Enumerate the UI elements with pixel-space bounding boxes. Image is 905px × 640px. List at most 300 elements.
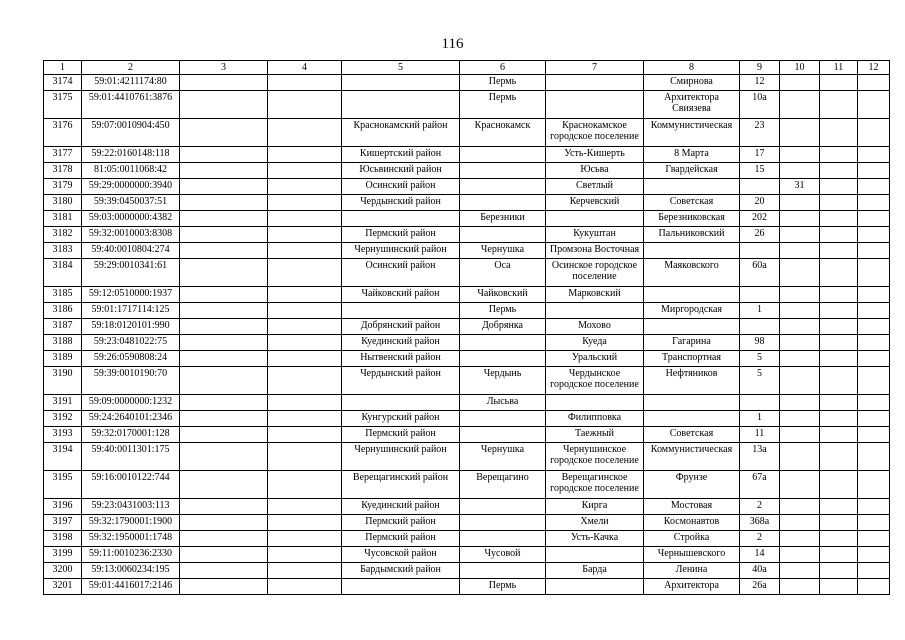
table-cell: 59:11:0010236:2330 bbox=[82, 547, 180, 563]
table-cell: 3192 bbox=[44, 411, 82, 427]
table-cell bbox=[546, 547, 644, 563]
table-cell bbox=[858, 563, 890, 579]
table-cell bbox=[546, 579, 644, 595]
table-cell bbox=[644, 411, 740, 427]
table-cell: Гагарина bbox=[644, 335, 740, 351]
table-cell: 59:24:2640101:2346 bbox=[82, 411, 180, 427]
table-cell: Краснокамск bbox=[460, 119, 546, 147]
table-cell bbox=[780, 531, 820, 547]
table-row bbox=[44, 319, 890, 335]
table-cell: 59:26:0590808:24 bbox=[82, 351, 180, 367]
table-cell bbox=[780, 303, 820, 319]
table-cell bbox=[268, 119, 342, 147]
table-cell: Чернушка bbox=[460, 443, 546, 471]
table-cell: Пермский район bbox=[342, 227, 460, 243]
table-cell bbox=[460, 563, 546, 579]
table-cell: Нытвенский район bbox=[342, 351, 460, 367]
table-cell bbox=[740, 179, 780, 195]
table-cell: Марковский bbox=[546, 287, 644, 303]
table-cell bbox=[858, 259, 890, 287]
table-cell bbox=[820, 395, 858, 411]
table-row bbox=[44, 227, 890, 243]
table-cell: 98 bbox=[740, 335, 780, 351]
table-cell bbox=[820, 335, 858, 351]
table-cell: 3188 bbox=[44, 335, 82, 351]
table-cell: Чернушинский район bbox=[342, 443, 460, 471]
column-header-5: 5 bbox=[342, 61, 460, 75]
table-row bbox=[44, 211, 890, 227]
table-cell: Пермский район bbox=[342, 531, 460, 547]
table-cell: Чусовой bbox=[460, 547, 546, 563]
table-cell: 59:01:1717114:125 bbox=[82, 303, 180, 319]
table-cell bbox=[858, 195, 890, 211]
table-cell bbox=[820, 119, 858, 147]
table-cell: 59:22:0160148:118 bbox=[82, 147, 180, 163]
table-cell bbox=[460, 147, 546, 163]
table-cell: Куединский район bbox=[342, 335, 460, 351]
table-cell bbox=[460, 351, 546, 367]
table-cell: 20 bbox=[740, 195, 780, 211]
table-cell bbox=[858, 211, 890, 227]
table-cell bbox=[780, 499, 820, 515]
table-cell: Стройка bbox=[644, 531, 740, 547]
table-cell: 3187 bbox=[44, 319, 82, 335]
table-cell: Березники bbox=[460, 211, 546, 227]
table-cell bbox=[180, 303, 268, 319]
table-cell bbox=[820, 367, 858, 395]
table-cell bbox=[268, 319, 342, 335]
table-row bbox=[44, 547, 890, 563]
table-cell: Пальниковский bbox=[644, 227, 740, 243]
table-cell: Осинский район bbox=[342, 179, 460, 195]
table-cell: Транспортная bbox=[644, 351, 740, 367]
table-cell: 59:40:0011301:175 bbox=[82, 443, 180, 471]
table-body bbox=[44, 75, 890, 595]
table-cell bbox=[858, 163, 890, 179]
table-cell bbox=[180, 411, 268, 427]
table-cell: 67а bbox=[740, 471, 780, 499]
table-cell bbox=[780, 227, 820, 243]
table-cell: 3182 bbox=[44, 227, 82, 243]
table-cell bbox=[780, 411, 820, 427]
table-cell bbox=[268, 147, 342, 163]
table-cell bbox=[268, 259, 342, 287]
table-cell bbox=[180, 471, 268, 499]
table-cell bbox=[268, 163, 342, 179]
table-cell bbox=[180, 515, 268, 531]
table-cell: 3180 bbox=[44, 195, 82, 211]
table-cell bbox=[858, 147, 890, 163]
table-cell bbox=[180, 75, 268, 91]
table-cell: 3196 bbox=[44, 499, 82, 515]
table-cell bbox=[780, 351, 820, 367]
table-cell: 3191 bbox=[44, 395, 82, 411]
table-cell bbox=[858, 547, 890, 563]
table-cell: 59:01:4410761:3876 bbox=[82, 91, 180, 119]
header-row bbox=[44, 61, 890, 75]
table-cell: Ленина bbox=[644, 563, 740, 579]
table-cell bbox=[180, 579, 268, 595]
table-cell: Добрянка bbox=[460, 319, 546, 335]
table-cell: 3189 bbox=[44, 351, 82, 367]
table-cell: Хмели bbox=[546, 515, 644, 531]
table-cell: Барда bbox=[546, 563, 644, 579]
table-cell: Чердынский район bbox=[342, 367, 460, 395]
table-cell bbox=[820, 147, 858, 163]
table-cell: 59:23:0481022:75 bbox=[82, 335, 180, 351]
table-cell bbox=[180, 179, 268, 195]
table-cell bbox=[820, 243, 858, 259]
column-header-1: 1 bbox=[44, 61, 82, 75]
table-cell: 59:01:4416017:2146 bbox=[82, 579, 180, 595]
table-row bbox=[44, 579, 890, 595]
table-cell bbox=[780, 195, 820, 211]
table-cell bbox=[268, 579, 342, 595]
table-cell: 3181 bbox=[44, 211, 82, 227]
table-cell: 59:39:0010190:70 bbox=[82, 367, 180, 395]
table-cell: 3201 bbox=[44, 579, 82, 595]
table-cell bbox=[180, 287, 268, 303]
table-row bbox=[44, 287, 890, 303]
table-cell: 59:18:0120101:990 bbox=[82, 319, 180, 335]
table-cell bbox=[268, 531, 342, 547]
table-cell: Уральский bbox=[546, 351, 644, 367]
table-cell bbox=[858, 179, 890, 195]
table-row bbox=[44, 515, 890, 531]
table-cell bbox=[180, 395, 268, 411]
table-cell: 3174 bbox=[44, 75, 82, 91]
table-cell bbox=[460, 411, 546, 427]
table-cell bbox=[342, 303, 460, 319]
table-cell bbox=[460, 531, 546, 547]
table-cell bbox=[268, 303, 342, 319]
table-cell: 81:05:0011068:42 bbox=[82, 163, 180, 179]
table-cell bbox=[820, 499, 858, 515]
table-cell bbox=[780, 119, 820, 147]
table-cell bbox=[858, 119, 890, 147]
table-cell bbox=[820, 303, 858, 319]
table-cell: Оса bbox=[460, 259, 546, 287]
table-cell bbox=[858, 531, 890, 547]
table-row bbox=[44, 119, 890, 147]
table-cell: Промзона Восточная bbox=[546, 243, 644, 259]
table-cell bbox=[820, 259, 858, 287]
table-cell bbox=[546, 303, 644, 319]
table-cell bbox=[858, 227, 890, 243]
table-cell bbox=[644, 319, 740, 335]
table-cell: 59:39:0450037:51 bbox=[82, 195, 180, 211]
table-row bbox=[44, 91, 890, 119]
table-cell bbox=[342, 75, 460, 91]
table-cell: Куединский район bbox=[342, 499, 460, 515]
table-cell bbox=[268, 351, 342, 367]
table-cell: Светлый bbox=[546, 179, 644, 195]
table-cell: 60а bbox=[740, 259, 780, 287]
table-cell bbox=[780, 319, 820, 335]
table-cell bbox=[820, 195, 858, 211]
registry-table bbox=[43, 60, 890, 595]
table-cell bbox=[858, 351, 890, 367]
table-cell bbox=[780, 427, 820, 443]
column-header-4: 4 bbox=[268, 61, 342, 75]
table-cell: 3178 bbox=[44, 163, 82, 179]
table-cell bbox=[460, 163, 546, 179]
table-cell bbox=[268, 443, 342, 471]
table-cell bbox=[546, 395, 644, 411]
table-cell bbox=[858, 75, 890, 91]
page-number: 116 bbox=[441, 36, 464, 52]
table-cell bbox=[858, 579, 890, 595]
table-row bbox=[44, 303, 890, 319]
table-cell bbox=[180, 499, 268, 515]
table-cell: Коммунистическая bbox=[644, 443, 740, 471]
table-cell: Миргородская bbox=[644, 303, 740, 319]
table-row bbox=[44, 531, 890, 547]
table-cell: Керчевский bbox=[546, 195, 644, 211]
table-cell: 1 bbox=[740, 411, 780, 427]
table-cell bbox=[858, 319, 890, 335]
table-cell: 40а bbox=[740, 563, 780, 579]
table-cell: Усть-Качка bbox=[546, 531, 644, 547]
table-cell: Чернушинский район bbox=[342, 243, 460, 259]
table-cell: 26а bbox=[740, 579, 780, 595]
table-cell: 59:16:0010122:744 bbox=[82, 471, 180, 499]
column-header-11: 11 bbox=[820, 61, 858, 75]
column-header-2: 2 bbox=[82, 61, 180, 75]
column-header-10: 10 bbox=[780, 61, 820, 75]
table-cell: Юсьвинский район bbox=[342, 163, 460, 179]
table-cell: Смирнова bbox=[644, 75, 740, 91]
table-cell bbox=[180, 227, 268, 243]
table-cell bbox=[780, 367, 820, 395]
table-cell: 5 bbox=[740, 367, 780, 395]
table-cell: 59:12:0510000:1937 bbox=[82, 287, 180, 303]
table-cell bbox=[268, 515, 342, 531]
table-cell bbox=[180, 195, 268, 211]
table-cell bbox=[858, 515, 890, 531]
table-cell bbox=[460, 179, 546, 195]
table-cell: 10а bbox=[740, 91, 780, 119]
table-cell bbox=[180, 259, 268, 287]
table-cell bbox=[180, 319, 268, 335]
table-cell: 3183 bbox=[44, 243, 82, 259]
table-row bbox=[44, 443, 890, 471]
table-cell bbox=[180, 119, 268, 147]
table-cell bbox=[858, 303, 890, 319]
table-cell bbox=[460, 227, 546, 243]
table-cell bbox=[740, 243, 780, 259]
table-cell: Чердынь bbox=[460, 367, 546, 395]
table-cell: 26 bbox=[740, 227, 780, 243]
table-cell bbox=[268, 179, 342, 195]
table-cell: 59:32:0170001:128 bbox=[82, 427, 180, 443]
table-row bbox=[44, 367, 890, 395]
table-cell bbox=[460, 335, 546, 351]
table-cell bbox=[780, 287, 820, 303]
table-cell: 59:03:0000000:4382 bbox=[82, 211, 180, 227]
table-cell bbox=[820, 563, 858, 579]
table-row bbox=[44, 335, 890, 351]
table-cell bbox=[820, 515, 858, 531]
table-cell: Усть-Кишерть bbox=[546, 147, 644, 163]
table-cell: 3195 bbox=[44, 471, 82, 499]
table-cell bbox=[180, 427, 268, 443]
table-cell bbox=[780, 335, 820, 351]
table-cell: 2 bbox=[740, 499, 780, 515]
table-cell bbox=[858, 411, 890, 427]
table-cell: 3175 bbox=[44, 91, 82, 119]
table-cell bbox=[820, 427, 858, 443]
table-cell bbox=[780, 443, 820, 471]
table-cell bbox=[820, 471, 858, 499]
table-cell bbox=[546, 75, 644, 91]
table-cell: Пермь bbox=[460, 303, 546, 319]
table-cell bbox=[180, 211, 268, 227]
table-cell bbox=[780, 579, 820, 595]
table-cell: Кишертский район bbox=[342, 147, 460, 163]
table-cell: 8 Марта bbox=[644, 147, 740, 163]
table-cell: Осинский район bbox=[342, 259, 460, 287]
table-cell: 3198 bbox=[44, 531, 82, 547]
table-cell: 3197 bbox=[44, 515, 82, 531]
table-cell bbox=[180, 163, 268, 179]
table-cell: Мохово bbox=[546, 319, 644, 335]
table-cell bbox=[780, 75, 820, 91]
column-header-6: 6 bbox=[460, 61, 546, 75]
table-cell: Кукуштан bbox=[546, 227, 644, 243]
table-cell: Таежный bbox=[546, 427, 644, 443]
table-cell bbox=[460, 499, 546, 515]
table-cell bbox=[644, 243, 740, 259]
table-cell bbox=[780, 547, 820, 563]
table-cell: Чайковский bbox=[460, 287, 546, 303]
table-cell: Пермь bbox=[460, 579, 546, 595]
table-cell bbox=[268, 75, 342, 91]
table-cell: Пермский район bbox=[342, 427, 460, 443]
table-cell bbox=[268, 563, 342, 579]
table-cell: Мостовая bbox=[644, 499, 740, 515]
table-cell bbox=[780, 563, 820, 579]
table-cell bbox=[180, 547, 268, 563]
table-cell bbox=[644, 395, 740, 411]
table-row bbox=[44, 563, 890, 579]
table-cell: Осинское городское поселение bbox=[546, 259, 644, 287]
table-cell: Чайковский район bbox=[342, 287, 460, 303]
table-cell: 59:09:0000000:1232 bbox=[82, 395, 180, 411]
table-row bbox=[44, 395, 890, 411]
table-cell bbox=[780, 395, 820, 411]
table-cell bbox=[546, 91, 644, 119]
table-cell: Чердынское городское поселение bbox=[546, 367, 644, 395]
table-cell: Гвардейская bbox=[644, 163, 740, 179]
column-header-3: 3 bbox=[180, 61, 268, 75]
table-cell bbox=[180, 563, 268, 579]
table-cell: Пермь bbox=[460, 91, 546, 119]
table-cell bbox=[780, 259, 820, 287]
table-cell: 59:13:0060234:195 bbox=[82, 563, 180, 579]
table-row bbox=[44, 471, 890, 499]
table-cell: Березниковская bbox=[644, 211, 740, 227]
table-cell: Коммунистическая bbox=[644, 119, 740, 147]
table-cell: 59:32:1950001:1748 bbox=[82, 531, 180, 547]
table-cell bbox=[780, 163, 820, 179]
table-cell: 59:23:0431003:113 bbox=[82, 499, 180, 515]
table-cell: Краснокамский район bbox=[342, 119, 460, 147]
table-cell: Советская bbox=[644, 427, 740, 443]
table-cell: 59:07:0010904:450 bbox=[82, 119, 180, 147]
table-cell: Юсьва bbox=[546, 163, 644, 179]
table-cell bbox=[858, 243, 890, 259]
table-cell: Кунгурский район bbox=[342, 411, 460, 427]
table-cell bbox=[780, 243, 820, 259]
table-cell: Куеда bbox=[546, 335, 644, 351]
table-row bbox=[44, 499, 890, 515]
table-cell: Краснокамское городское поселение bbox=[546, 119, 644, 147]
table-cell: Кирга bbox=[546, 499, 644, 515]
column-header-7: 7 bbox=[546, 61, 644, 75]
table-cell bbox=[780, 515, 820, 531]
table-cell bbox=[740, 287, 780, 303]
table-cell bbox=[780, 91, 820, 119]
table-cell bbox=[740, 395, 780, 411]
table-cell bbox=[268, 471, 342, 499]
table-cell bbox=[546, 211, 644, 227]
table-cell bbox=[820, 351, 858, 367]
table-cell bbox=[342, 211, 460, 227]
table-cell: 11 bbox=[740, 427, 780, 443]
table-cell bbox=[180, 531, 268, 547]
table-cell: 59:32:0010003:8308 bbox=[82, 227, 180, 243]
table-cell: 59:29:0000000:3940 bbox=[82, 179, 180, 195]
table-cell bbox=[820, 211, 858, 227]
table-cell: 13а bbox=[740, 443, 780, 471]
table-cell: 2 bbox=[740, 531, 780, 547]
table-cell bbox=[180, 367, 268, 395]
table-row bbox=[44, 147, 890, 163]
table-cell: Бардымский район bbox=[342, 563, 460, 579]
table-cell: 12 bbox=[740, 75, 780, 91]
table-cell bbox=[820, 319, 858, 335]
table-cell: Чусовской район bbox=[342, 547, 460, 563]
table-cell: 3190 bbox=[44, 367, 82, 395]
table-cell bbox=[820, 75, 858, 91]
table-cell: Чернушинское городское поселение bbox=[546, 443, 644, 471]
table-cell bbox=[268, 335, 342, 351]
table-cell: 3184 bbox=[44, 259, 82, 287]
table-cell bbox=[342, 91, 460, 119]
table-cell bbox=[268, 227, 342, 243]
table-cell bbox=[858, 287, 890, 303]
table-cell: 3199 bbox=[44, 547, 82, 563]
table-cell: Верещагино bbox=[460, 471, 546, 499]
table-cell bbox=[858, 443, 890, 471]
table-cell bbox=[268, 243, 342, 259]
column-header-12: 12 bbox=[858, 61, 890, 75]
table-cell bbox=[268, 547, 342, 563]
table-row bbox=[44, 259, 890, 287]
table-cell bbox=[820, 531, 858, 547]
table-cell bbox=[180, 351, 268, 367]
table-cell: 202 bbox=[740, 211, 780, 227]
table-cell bbox=[180, 335, 268, 351]
table-cell bbox=[858, 395, 890, 411]
table-row bbox=[44, 179, 890, 195]
table-cell: 14 bbox=[740, 547, 780, 563]
table-cell bbox=[342, 579, 460, 595]
table-cell bbox=[858, 499, 890, 515]
table-cell: 5 bbox=[740, 351, 780, 367]
table-cell bbox=[460, 195, 546, 211]
